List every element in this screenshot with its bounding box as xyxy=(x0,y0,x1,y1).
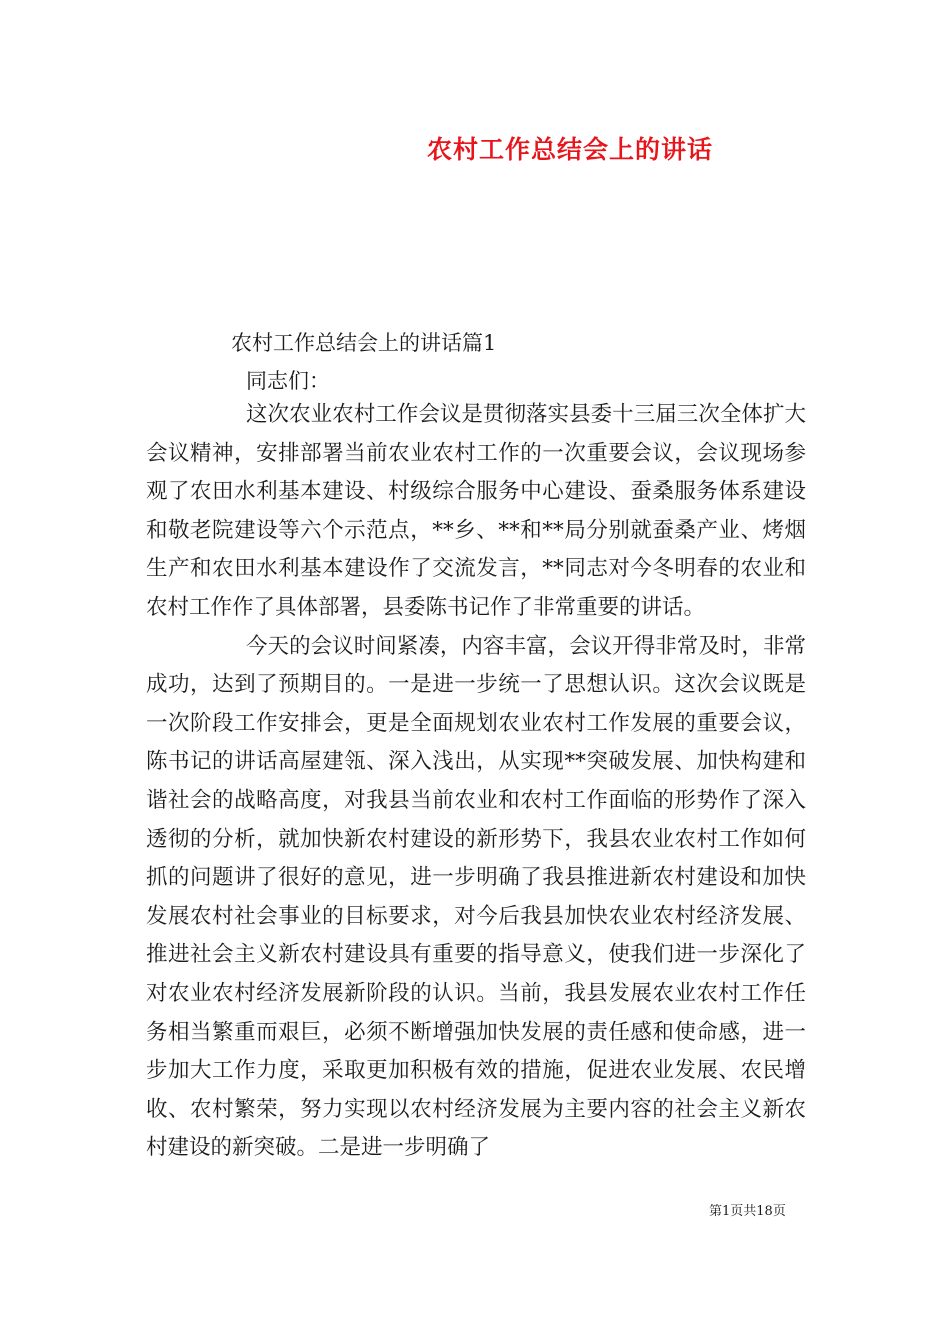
section-heading: 农村工作总结会上的讲话篇1 xyxy=(231,331,497,355)
paragraph: 这次农业农村工作会议是贯彻落实县委十三届三次全体扩大会议精神，安排部署当前农业农村工作的一次重要会议，会议现场参观了农田水利基本建设、村级综合服务中心建设、蚕桑服务体系建设和敬老院建设等六个示范点，**乡、**和**局分别就蚕桑产业、烤烟生产和农田水利基本建设作了交流发言，**同志对今冬明春的农业和农村工作作了具体部署，县委陈书记作了非常重要的讲话。 xyxy=(146,402,806,620)
page-number-footer: 第1页共18页 xyxy=(709,1204,786,1219)
document-body xyxy=(146,396,806,1168)
paragraph: 今天的会议时间紧凑，内容丰富，会议开得非常及时，非常成功，达到了预期目的。一是进一步统一了思想认识。这次会议既是一次阶段工作安排会，更是全面规划农业农村工作发展的重要会议，陈书记的讲话高屋建瓴、深入浅出，从实现**突破发展、加快构建和谐社会的战略高度，对我县当前农业和农村工作面临的形势作了深入透彻的分析，就加快新农村建设的新形势下，我县农业农村工作如何抓的问题讲了很好的意见，进一步明确了我县推进新农村建设和加快发展农村社会事业的目标要求，对今后我县加快农业农村经济发展、推进社会主义新农村建设具有重要的指导意义，使我们进一步深化了对农业农村经济发展新阶段的认识。当前，我县发展农业农村工作任务相当繁重而艰巨，必须不断增强加快发展的责任感和使命感，进一步加大工作力度，采取更加积极有效的措施，促进农业发展、农民增收、农村繁荣，努力实现以农村经济发展为主要内容的社会主义新农村建设的新突破。二是进一步明确了 xyxy=(146,633,806,1161)
salutation: 同志们： xyxy=(246,369,330,393)
document-title: 农村工作总结会上的讲话 xyxy=(426,135,713,164)
